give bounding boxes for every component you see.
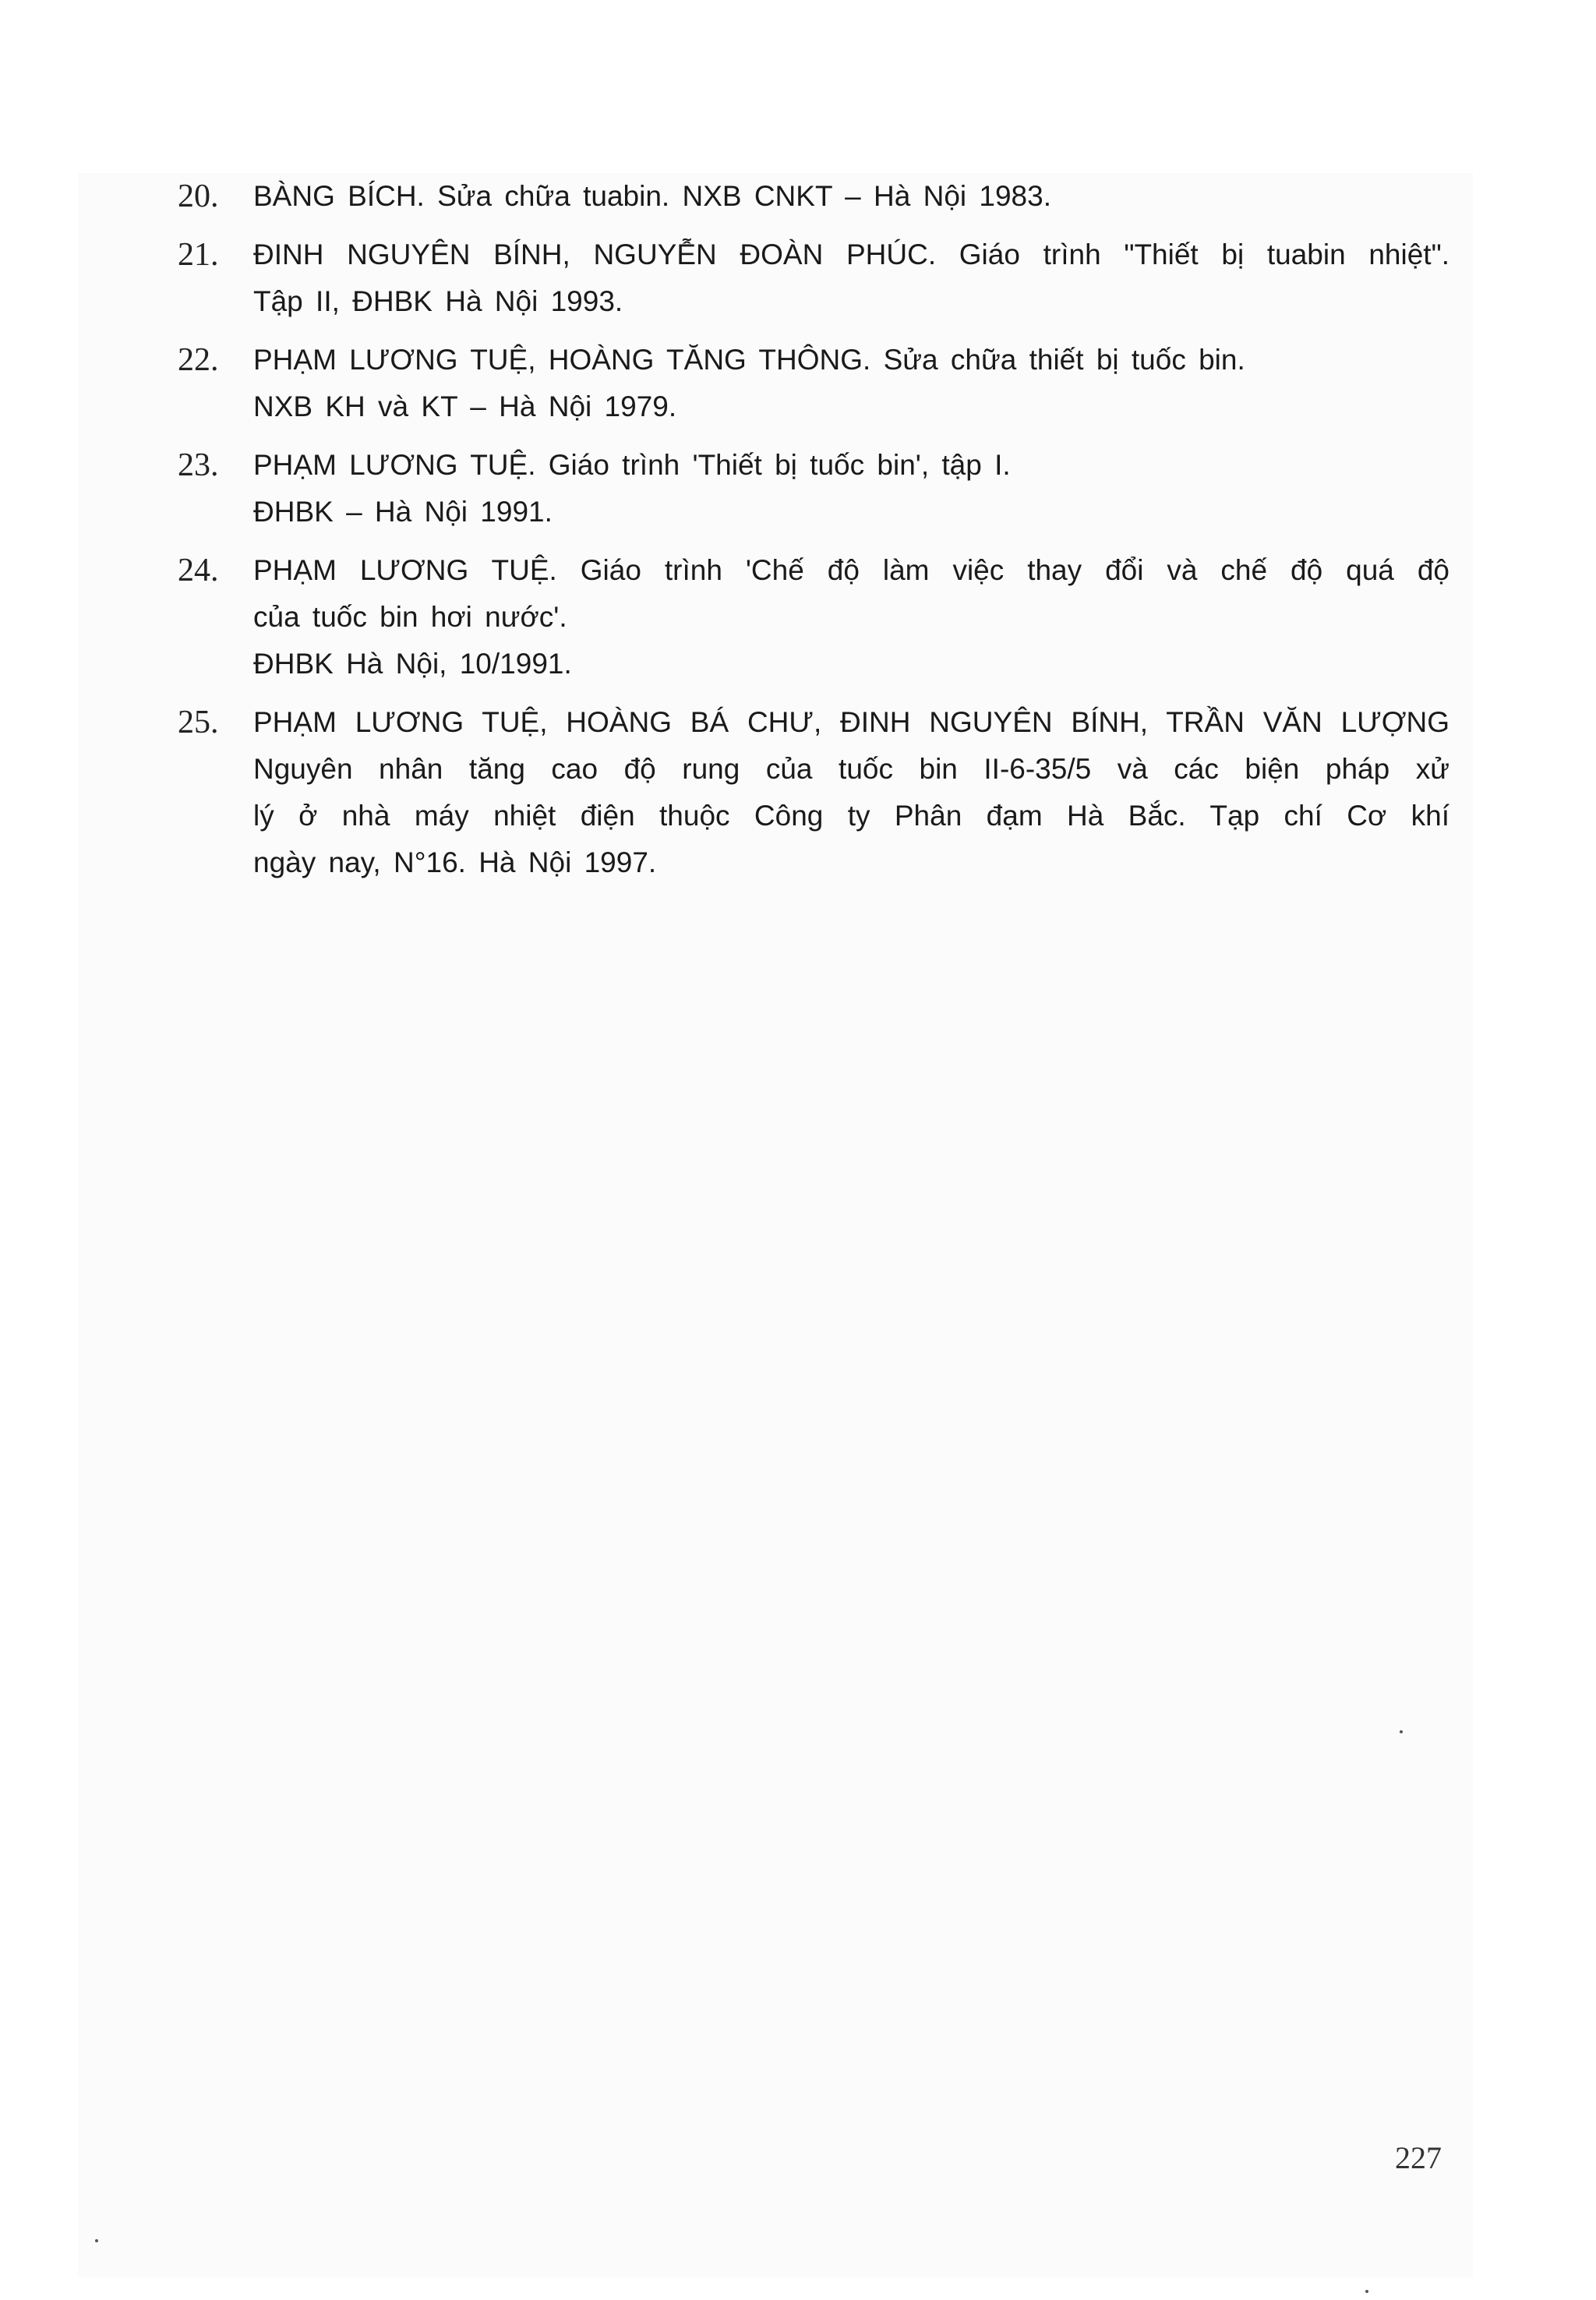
reference-text-line: Tập II, ĐHBK Hà Nội 1993.: [253, 285, 623, 317]
reference-number: 25.: [178, 705, 219, 740]
reference-list: [171, 173, 1449, 898]
reference-text-line: PHẠM LƯƠNG TUỆ. Giáo trình 'Chế độ làm việc thay đổi và chế độ quá độ: [253, 554, 1449, 586]
reference-item-22: [171, 337, 1449, 430]
reference-number: 22.: [178, 342, 219, 378]
scan-speck: [1365, 2290, 1368, 2293]
scan-speck: [1400, 1730, 1403, 1733]
reference-text-line: PHẠM LƯƠNG TUỆ, HOÀNG BÁ CHƯ, ĐINH NGUYÊN BÍNH, TRẦN VĂN LƯỢNG: [253, 706, 1449, 738]
reference-text-line: Nguyên nhân tăng cao độ rung của tuốc bin II-6-35/5 và các biện pháp xử: [253, 753, 1449, 785]
reference-item-21: [171, 231, 1449, 325]
reference-text-line: của tuốc bin hơi nước'.: [253, 601, 567, 633]
reference-text-line: ĐINH NGUYÊN BÍNH, NGUYỄN ĐOÀN PHÚC. Giáo trình "Thiết bị tuabin nhiệt".: [253, 238, 1449, 270]
reference-text-line: ngày nay, N°16. Hà Nội 1997.: [253, 846, 657, 878]
reference-text-line: BÀNG BÍCH. Sửa chữa tuabin. NXB CNKT – Hà Nội 1983.: [253, 180, 1051, 212]
reference-item-23: [171, 442, 1449, 535]
scan-speck: [95, 2239, 98, 2242]
reference-text-line: ĐHBK – Hà Nội 1991.: [253, 496, 553, 528]
page-number: 227: [1395, 2140, 1442, 2175]
reference-number: 21.: [178, 237, 219, 273]
reference-text-line: lý ở nhà máy nhiệt điện thuộc Công ty Phân đạm Hà Bắc. Tạp chí Cơ khí: [253, 800, 1449, 832]
reference-text-line: ĐHBK Hà Nội, 10/1991.: [253, 648, 572, 680]
reference-item-24: [171, 547, 1449, 687]
reference-text-line: PHẠM LƯƠNG TUỆ, HOÀNG TĂNG THÔNG. Sửa chữa thiết bị tuốc bin.: [253, 344, 1245, 376]
reference-item-20: [171, 173, 1449, 220]
reference-number: 20.: [178, 178, 219, 214]
reference-item-25: [171, 699, 1449, 886]
reference-number: 23.: [178, 447, 219, 483]
reference-number: 24.: [178, 553, 219, 588]
reference-text-line: PHẠM LƯƠNG TUỆ. Giáo trình 'Thiết bị tuốc bin', tập I.: [253, 449, 1011, 481]
reference-text-line: NXB KH và KT – Hà Nội 1979.: [253, 390, 677, 422]
